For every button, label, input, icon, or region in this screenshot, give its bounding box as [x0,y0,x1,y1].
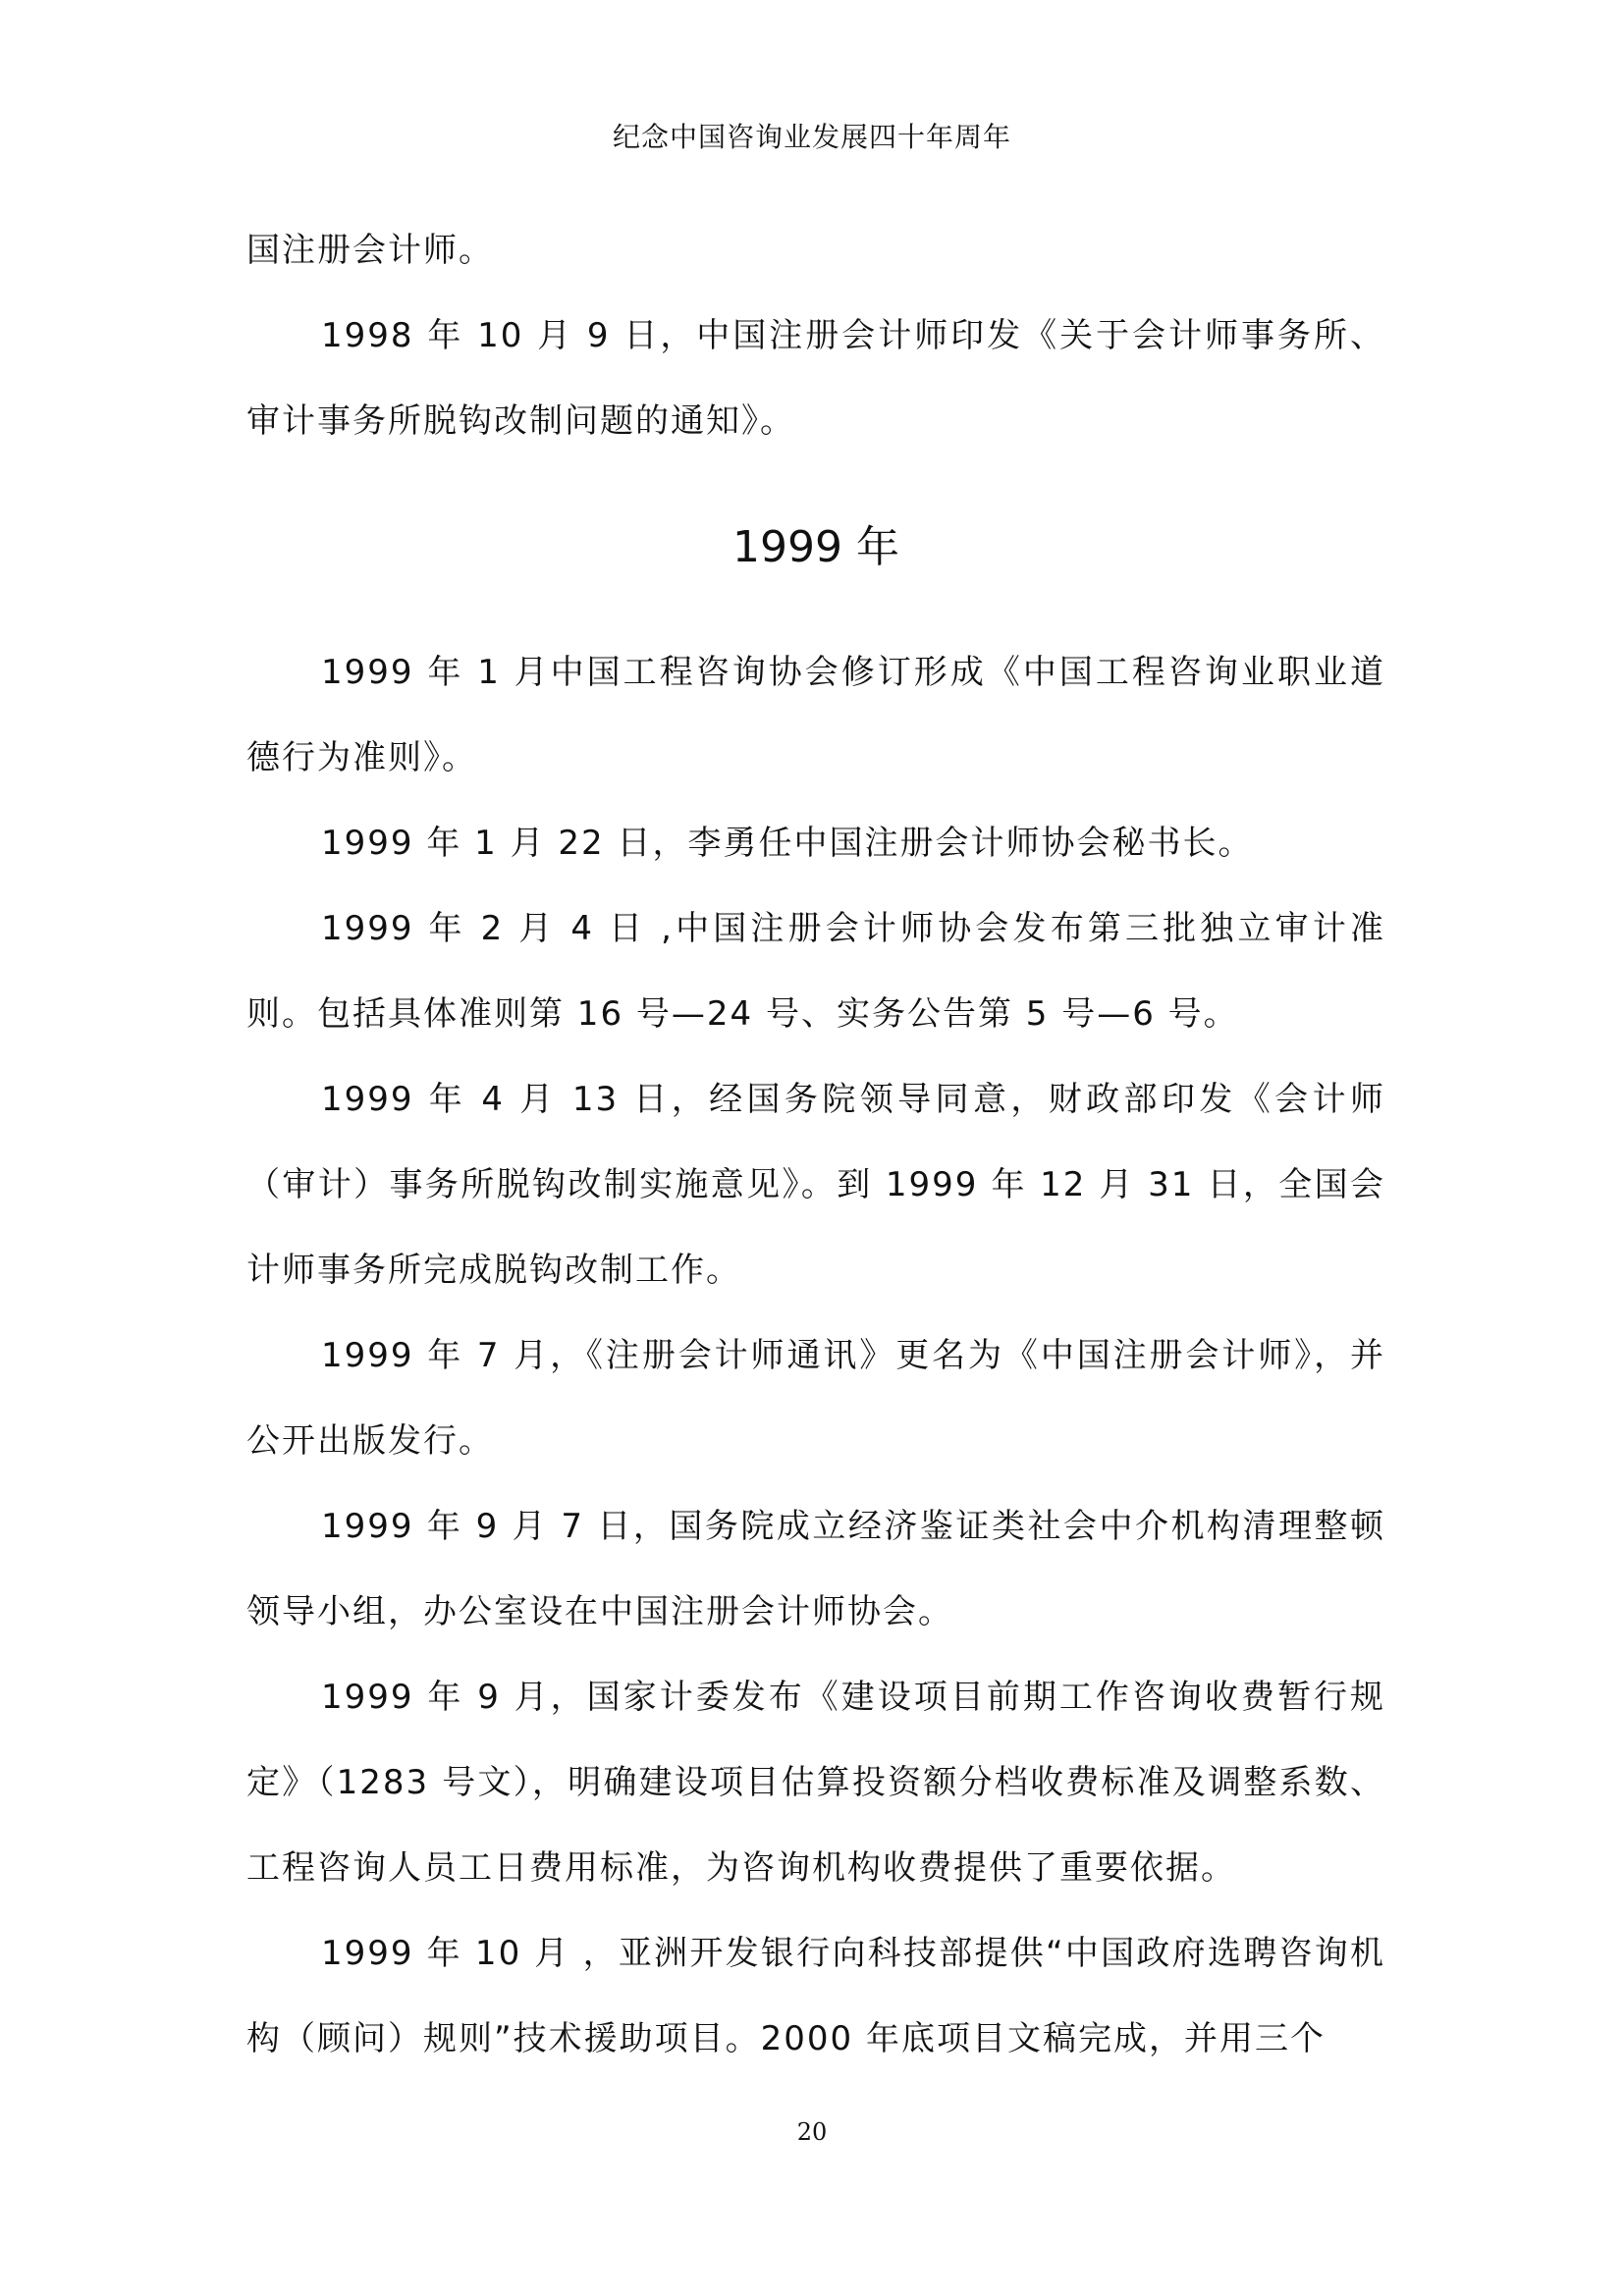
paragraph-1999-apr-13: 1999 年 4 月 13 日，经国务院领导同意，财政部印发《会计师（审计）事务所脱钩改制实施意见》。到 1999 年 12 月 31 日，全国会计师事务所完成脱钩改制工作。 [246,1080,1385,1290]
paragraph-1999-sep-7: 1999 年 9 月 7 日，国务院成立经济鉴证类社会中介机构清理整顿领导小组，办公室设在中国注册会计师协会。 [246,1507,1385,1631]
paragraph-1998-oct: 1998 年 10 月 9 日，中国注册会计师印发《关于会计师事务所、审计事务所脱钩改制问题的通知》。 [246,316,1385,441]
page-body [246,208,1385,2082]
paragraph-continuation: 国注册会计师。 [246,231,494,270]
paragraph-1999-jul: 1999 年 7 月，《注册会计师通讯》更名为《中国注册会计师》，并公开出版发行。 [246,1336,1385,1461]
paragraph-1999-jan: 1999 年 1 月中国工程咨询协会修订形成《中国工程咨询业职业道德行为准则》。 [246,653,1385,777]
paragraph-1999-sep: 1999 年 9 月，国家计委发布《建设项目前期工作咨询收费暂行规定》（1283 号文），明确建设项目估算投资额分档收费标准及调整系数、工程咨询人员工日费用标准，为咨询机构收费提供了重要依据。 [246,1678,1385,1888]
paragraph-1999-feb-4: 1999 年 2 月 4 日 ,中国注册会计师协会发布第三批独立审计准则。包括具体准则第 16 号—24 号、实务公告第 5 号—6 号。 [246,909,1385,1034]
running-header: 纪念中国咨询业发展四十年周年 [612,121,1011,153]
paragraph-1999-oct: 1999 年 10 月 ，亚洲开发银行向科技部提供“中国政府选聘咨询机构（顾问）规则”技术援助项目。2000 年底项目文稿完成，并用三个 [246,1934,1385,2058]
section-heading-1999: 1999 年 [732,522,899,572]
paragraph-1999-jan-22: 1999 年 1 月 22 日，李勇任中国注册会计师协会秘书长。 [321,824,1254,863]
page-number: 20 [796,2118,828,2146]
